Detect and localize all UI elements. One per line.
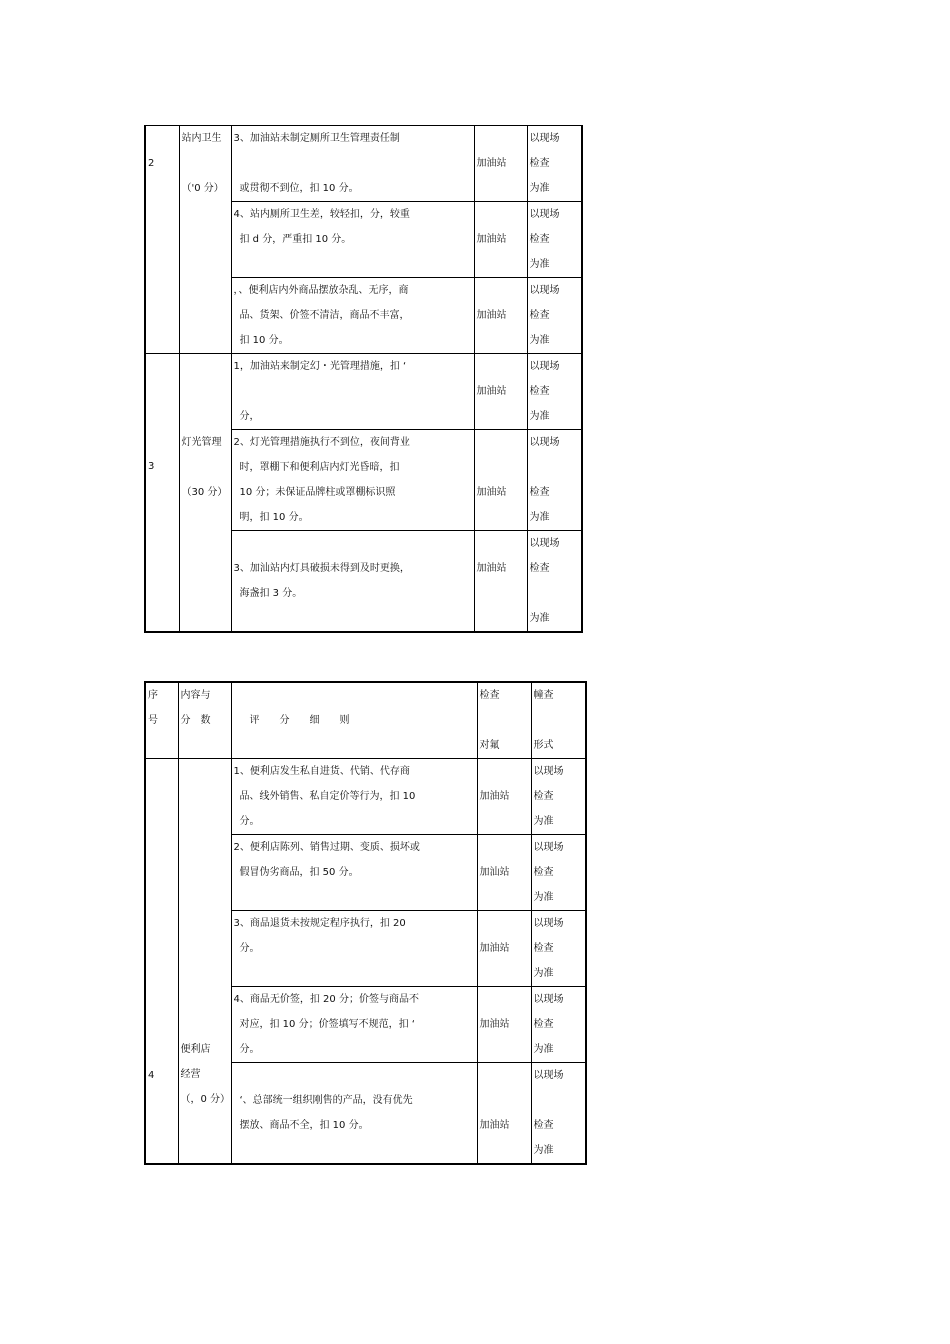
detail-line: 对应，扣 10 分；价签填写不规范，扣 ‘ (239, 1019, 415, 1030)
method-line: 为准 (529, 411, 550, 422)
method-line: 以现场 (533, 766, 564, 777)
detail-line: 3、加汕站内灯具破损未得到及时更换， (233, 563, 410, 574)
detail-cell (231, 987, 477, 1063)
method-line: 以现场 (529, 437, 560, 448)
detail-line: 3、商品退货未按规定程序执行，扣 20 (233, 918, 406, 929)
detail-line: 摆放、商品不全，扣 10 分。 (239, 1120, 369, 1131)
detail-cell (231, 126, 474, 202)
detail-cell (231, 1063, 477, 1165)
category-cell (179, 126, 231, 354)
category-spacer (180, 151, 231, 176)
table-row (145, 126, 582, 202)
method-line: 为准 (533, 1145, 554, 1156)
seq-number: 2 (148, 158, 155, 169)
detail-line (232, 1138, 477, 1163)
detail-line (232, 531, 474, 556)
method-line: 检查 (533, 943, 554, 954)
category-score: （30 分） (181, 487, 228, 498)
method-line: 以现场 (533, 842, 564, 853)
method-line: 为准 (533, 1044, 554, 1055)
detail-cell (231, 354, 474, 430)
detail-cell (231, 759, 477, 835)
detail-line: 分。 (239, 1044, 260, 1055)
method-cell (527, 531, 582, 633)
detail-line: 扣 d 分，严重扣 10 分。 (239, 234, 352, 245)
method-line: 以现场 (529, 538, 560, 549)
category-title: 便利店 (180, 1044, 211, 1055)
method-line: 以现场 (533, 918, 564, 929)
seq-number: 4 (148, 1070, 155, 1081)
category-subtitle: 经营 (180, 1069, 201, 1080)
method-line: 为准 (529, 183, 550, 194)
detail-line (232, 961, 477, 986)
seq-cell (145, 126, 179, 354)
target-cell (477, 835, 531, 911)
detail-line: 明，扣 10 分。 (239, 512, 309, 523)
method-line: 为准 (533, 892, 554, 903)
method-line: 以现场 (529, 209, 560, 220)
detail-line: 1，加油站来制定幻・光管理措施，扣 ‘ (233, 361, 407, 372)
target-text: 加油站 (476, 563, 507, 574)
method-cell (527, 278, 582, 354)
detail-line (232, 606, 474, 631)
detail-line: 或贯彻不到位，扣 10 分。 (239, 183, 359, 194)
method-line: 检查 (529, 158, 550, 169)
target-cell (474, 202, 527, 278)
seq-number: 3 (148, 461, 155, 472)
method-line: 检查 (529, 563, 550, 574)
method-line: 为准 (533, 968, 554, 979)
table-row (145, 759, 586, 835)
detail-line: 品、货架、价签不清洁，商品不丰富， (239, 310, 410, 321)
header-target (477, 682, 531, 759)
target-cell (477, 1063, 531, 1165)
method-line: 为准 (529, 613, 550, 624)
method-cell (527, 202, 582, 278)
method-cell (527, 354, 582, 430)
header-text (532, 708, 586, 733)
detail-cell (231, 430, 474, 531)
detail-cell (231, 202, 474, 278)
category-score: （，0 分） (180, 1094, 231, 1105)
detail-line: 2、便利店陈列、销售过期、变质、损坏或 (233, 842, 420, 853)
category-title: 站内卫生 (181, 133, 222, 144)
category-cell (179, 354, 231, 633)
target-cell (477, 759, 531, 835)
method-cell (527, 430, 582, 531)
detail-line: 分， (239, 411, 260, 422)
detail-line: 海盏扣 3 分。 (239, 588, 303, 599)
detail-cell (231, 835, 477, 911)
detail-line (232, 252, 474, 277)
scoring-table-1 (144, 125, 583, 633)
category-cell (178, 759, 231, 1165)
detail-line: 品、线外销售、私自定价等行为，扣 10 (239, 791, 416, 802)
detail-line (232, 885, 477, 910)
header-text: 内容与 (180, 690, 211, 701)
detail-line: 1、便利店发生私自进货、代销、代存商 (233, 766, 410, 777)
method-line: 为准 (529, 259, 550, 270)
seq-cell (145, 354, 179, 633)
header-text: 评 分 细 则 (249, 715, 350, 726)
method-line: 检查 (533, 867, 554, 878)
detail-line: ‘、总部统一组织刚售的产品，没有优先 (239, 1095, 413, 1106)
target-cell (474, 531, 527, 633)
header-text: 序 (148, 690, 158, 701)
method-line: 检查 (529, 386, 550, 397)
target-text: 加油站 (476, 158, 507, 169)
target-text: 加汕站 (479, 867, 510, 878)
detail-line: 分。 (239, 816, 260, 827)
method-line: 以现场 (533, 1070, 564, 1081)
target-text: 加油站 (476, 386, 507, 397)
detail-cell (231, 531, 474, 633)
detail-line: 假冒伪劣商品，扣 50 分。 (239, 867, 359, 878)
target-text: 加油站 (479, 1120, 510, 1131)
method-line (528, 581, 582, 606)
detail-line: ，、便利店内外商品摆放杂乱、无序，商 (233, 285, 409, 296)
category-spacer (180, 455, 231, 480)
detail-line: 时，罩棚下和便利店内灯光昏暗，扣 (239, 462, 400, 473)
detail-line (232, 1063, 477, 1088)
detail-line: 3、加油站未制定厕所卫生管理责任制 (233, 133, 400, 144)
method-cell (531, 1063, 586, 1165)
scoring-table-2 (144, 681, 587, 1165)
method-line: 以现场 (533, 994, 564, 1005)
target-text: 加油站 (479, 1019, 510, 1030)
seq-cell (145, 759, 178, 1165)
target-cell (474, 354, 527, 430)
method-line: 检查 (529, 487, 550, 498)
method-line: 检查 (533, 791, 554, 802)
method-line (532, 1088, 586, 1113)
header-content (178, 682, 231, 759)
method-cell (531, 759, 586, 835)
method-line: 为准 (533, 816, 554, 827)
target-cell (474, 126, 527, 202)
header-detail (231, 682, 477, 759)
method-cell (531, 835, 586, 911)
category-title: 灯光管理 (181, 437, 222, 448)
detail-cell (231, 278, 474, 354)
method-line: 为准 (529, 335, 550, 346)
header-text: 形式 (533, 740, 554, 751)
header-text: 对氟 (479, 740, 500, 751)
target-text: 加油站 (476, 234, 507, 245)
header-method (531, 682, 586, 759)
method-line: 检查 (529, 310, 550, 321)
method-line: 检查 (529, 234, 550, 245)
target-text: 加油站 (476, 487, 507, 498)
method-line: 检查 (533, 1120, 554, 1131)
detail-line (232, 151, 474, 176)
method-cell (531, 911, 586, 987)
header-text: 检查 (479, 690, 500, 701)
header-text: 幢查 (533, 690, 554, 701)
method-cell (527, 126, 582, 202)
method-line: 检查 (533, 1019, 554, 1030)
detail-line (232, 379, 474, 404)
detail-line: 扣 10 分。 (239, 335, 289, 346)
method-line: 以现场 (529, 285, 560, 296)
header-text (478, 708, 531, 733)
method-line: 为准 (529, 512, 550, 523)
method-line (528, 455, 582, 480)
detail-line: 分。 (239, 943, 260, 954)
detail-line: 10 分；未保证品牌柱或罩棚标识照 (239, 487, 396, 498)
target-text: 加油站 (479, 943, 510, 954)
target-cell (474, 278, 527, 354)
target-text: 加油站 (476, 310, 507, 321)
target-text: 加油站 (479, 791, 510, 802)
header-text: 分 数 (180, 715, 211, 726)
detail-line: 4、站内厕所卫生差，较轻扣，分，较重 (233, 209, 410, 220)
header-text: 号 (148, 715, 158, 726)
target-cell (474, 430, 527, 531)
detail-line: 2、灯光管理措施执行不到位，夜间背业 (233, 437, 410, 448)
detail-cell (231, 911, 477, 987)
header-seq (145, 682, 178, 759)
table-row (145, 354, 582, 430)
method-line: 以现场 (529, 361, 560, 372)
method-cell (531, 987, 586, 1063)
target-cell (477, 911, 531, 987)
detail-line: 4、商品无价签，扣 20 分；价签与商品不 (233, 994, 419, 1005)
category-score: （'0 分） (181, 183, 224, 194)
method-line: 以现场 (529, 133, 560, 144)
target-cell (477, 987, 531, 1063)
table-header-row (145, 682, 586, 759)
